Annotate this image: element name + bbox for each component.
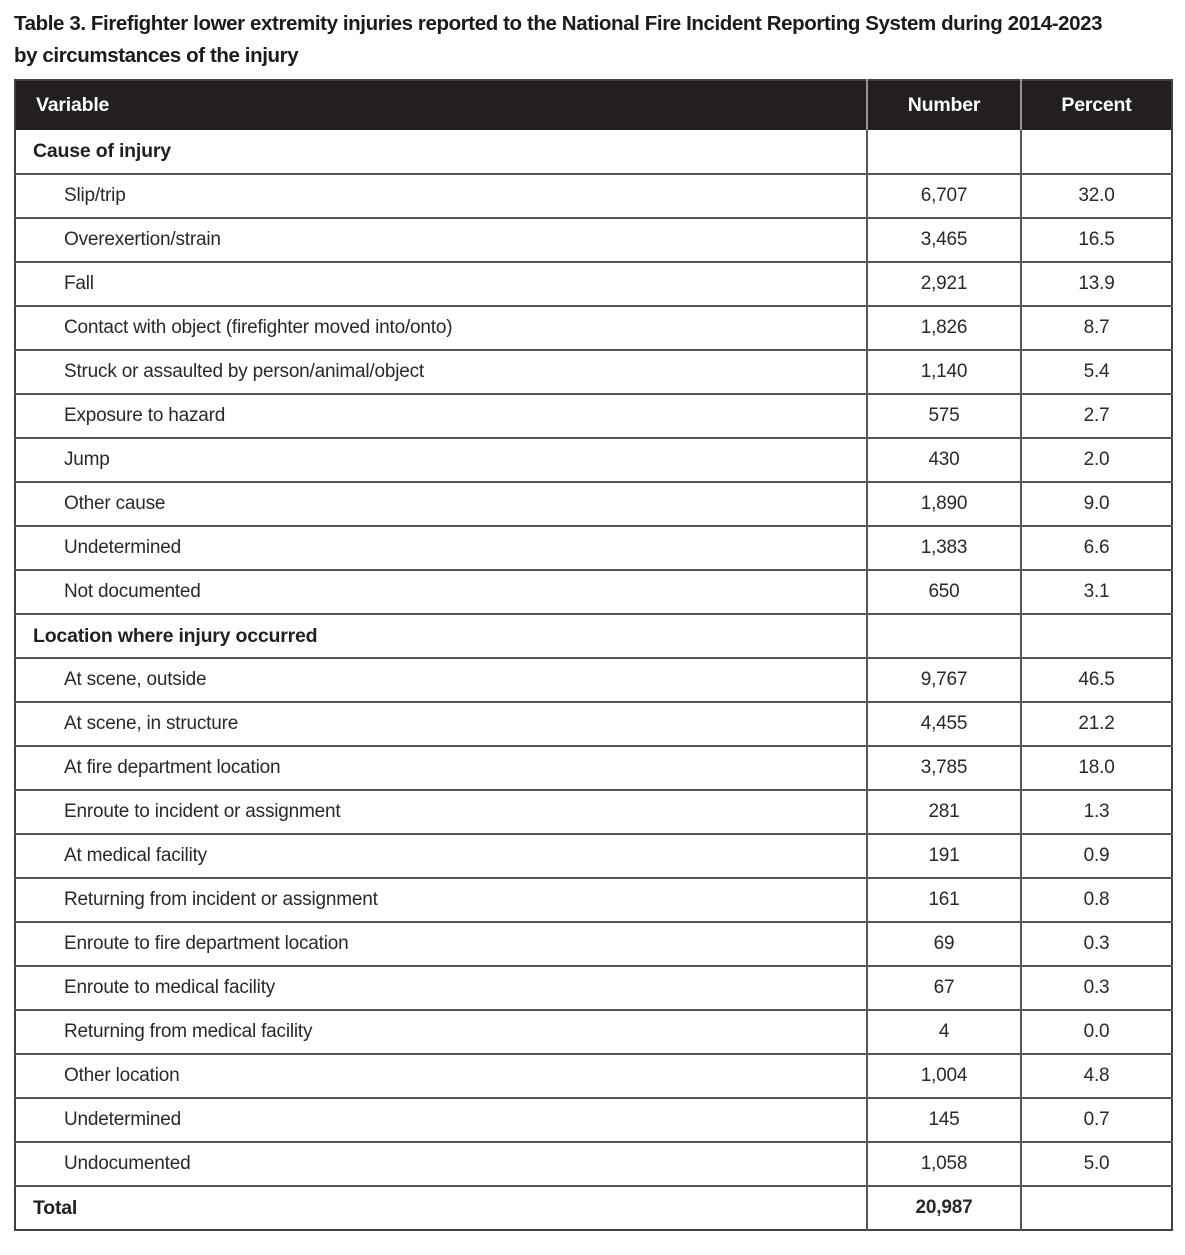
table-row [15,790,1172,834]
row-percent: 2.0 [1021,438,1172,482]
table-row [15,1010,1172,1054]
row-number: 145 [867,1098,1021,1142]
column-header-number: Number [867,80,1021,130]
table-row [15,262,1172,306]
table-row [15,922,1172,966]
row-label: Enroute to medical facility [15,966,867,1010]
row-percent: 2.7 [1021,394,1172,438]
row-number: 3,465 [867,218,1021,262]
row-number: 1,004 [867,1054,1021,1098]
row-label: Enroute to incident or assignment [15,790,867,834]
row-percent: 0.3 [1021,922,1172,966]
row-number: 575 [867,394,1021,438]
table-row [15,1054,1172,1098]
row-number: 3,785 [867,746,1021,790]
row-label: Returning from medical facility [15,1010,867,1054]
row-label: Location where injury occurred [15,614,867,658]
row-label: At scene, outside [15,658,867,702]
row-percent: 0.9 [1021,834,1172,878]
row-number: 67 [867,966,1021,1010]
row-number [867,130,1021,174]
row-label: Not documented [15,570,867,614]
row-percent: 13.9 [1021,262,1172,306]
row-label: At scene, in structure [15,702,867,746]
row-number: 1,890 [867,482,1021,526]
row-label: Undetermined [15,526,867,570]
row-label: Enroute to fire department location [15,922,867,966]
table-row [15,834,1172,878]
table-title-line1: Table 3. Firefighter lower extremity injuries reported to the National Fire Incident Reporting System during 2014-2023 [14,12,1103,35]
row-percent: 0.0 [1021,1010,1172,1054]
table-row [15,1098,1172,1142]
row-number: 4 [867,1010,1021,1054]
table-row [15,526,1172,570]
column-header-percent: Percent [1021,80,1172,130]
row-percent: 0.3 [1021,966,1172,1010]
table-row [15,1186,1172,1230]
row-label: Other cause [15,482,867,526]
table-row [15,746,1172,790]
row-number: 1,058 [867,1142,1021,1186]
row-number: 2,921 [867,262,1021,306]
row-label: Overexertion/strain [15,218,867,262]
row-number: 69 [867,922,1021,966]
table-row [15,482,1172,526]
row-label: Other location [15,1054,867,1098]
row-percent: 3.1 [1021,570,1172,614]
row-label: Contact with object (firefighter moved into/onto) [15,306,867,350]
row-number: 161 [867,878,1021,922]
row-label: Total [33,1196,78,1219]
row-number: 6,707 [867,174,1021,218]
row-percent: 0.8 [1021,878,1172,922]
row-number: 20,987 [867,1186,1021,1230]
table-title [14,8,1171,72]
table-row [15,878,1172,922]
row-percent: 32.0 [1021,174,1172,218]
row-label: At fire department location [15,746,867,790]
row-number: 191 [867,834,1021,878]
row-number [867,614,1021,658]
table-row [15,218,1172,262]
row-label: Struck or assaulted by person/animal/object [15,350,867,394]
row-percent: 6.6 [1021,526,1172,570]
injury-circumstances-table [14,79,1173,1231]
row-percent: 1.3 [1021,790,1172,834]
table-row [15,658,1172,702]
row-number: 4,455 [867,702,1021,746]
row-percent: 8.7 [1021,306,1172,350]
table-row [15,174,1172,218]
row-number: 430 [867,438,1021,482]
row-label: Fall [15,262,867,306]
table-row [15,570,1172,614]
row-percent: 5.0 [1021,1142,1172,1186]
row-percent [1021,130,1172,174]
row-percent: 0.7 [1021,1098,1172,1142]
table-row [15,438,1172,482]
row-percent: 46.5 [1021,658,1172,702]
row-label: Undocumented [15,1142,867,1186]
row-number: 1,826 [867,306,1021,350]
row-number: 1,383 [867,526,1021,570]
row-percent: 21.2 [1021,702,1172,746]
table-header [15,80,1172,130]
row-label: Cause of injury [15,130,867,174]
table-header-row [15,80,1172,130]
row-number: 281 [867,790,1021,834]
table-row [15,702,1172,746]
row-percent: 5.4 [1021,350,1172,394]
table-body [15,130,1172,1230]
table-row [15,350,1172,394]
row-number: 9,767 [867,658,1021,702]
row-label: Jump [15,438,867,482]
table-row [15,1142,1172,1186]
row-percent [1021,614,1172,658]
row-percent [1021,1186,1172,1230]
table-row [15,614,1172,658]
table-row [15,394,1172,438]
row-percent: 9.0 [1021,482,1172,526]
row-percent: 4.8 [1021,1054,1172,1098]
row-percent: 16.5 [1021,218,1172,262]
row-number: 650 [867,570,1021,614]
row-label: Slip/trip [15,174,867,218]
row-label: At medical facility [15,834,867,878]
table-row [15,306,1172,350]
row-label: Returning from incident or assignment [15,878,867,922]
table-row [15,966,1172,1010]
row-percent: 18.0 [1021,746,1172,790]
column-header-variable: Variable [15,80,867,130]
table-row [15,130,1172,174]
row-number: 1,140 [867,350,1021,394]
row-label: Exposure to hazard [15,394,867,438]
table-title-line2: by circumstances of the injury [14,44,299,67]
row-label: Undetermined [15,1098,867,1142]
